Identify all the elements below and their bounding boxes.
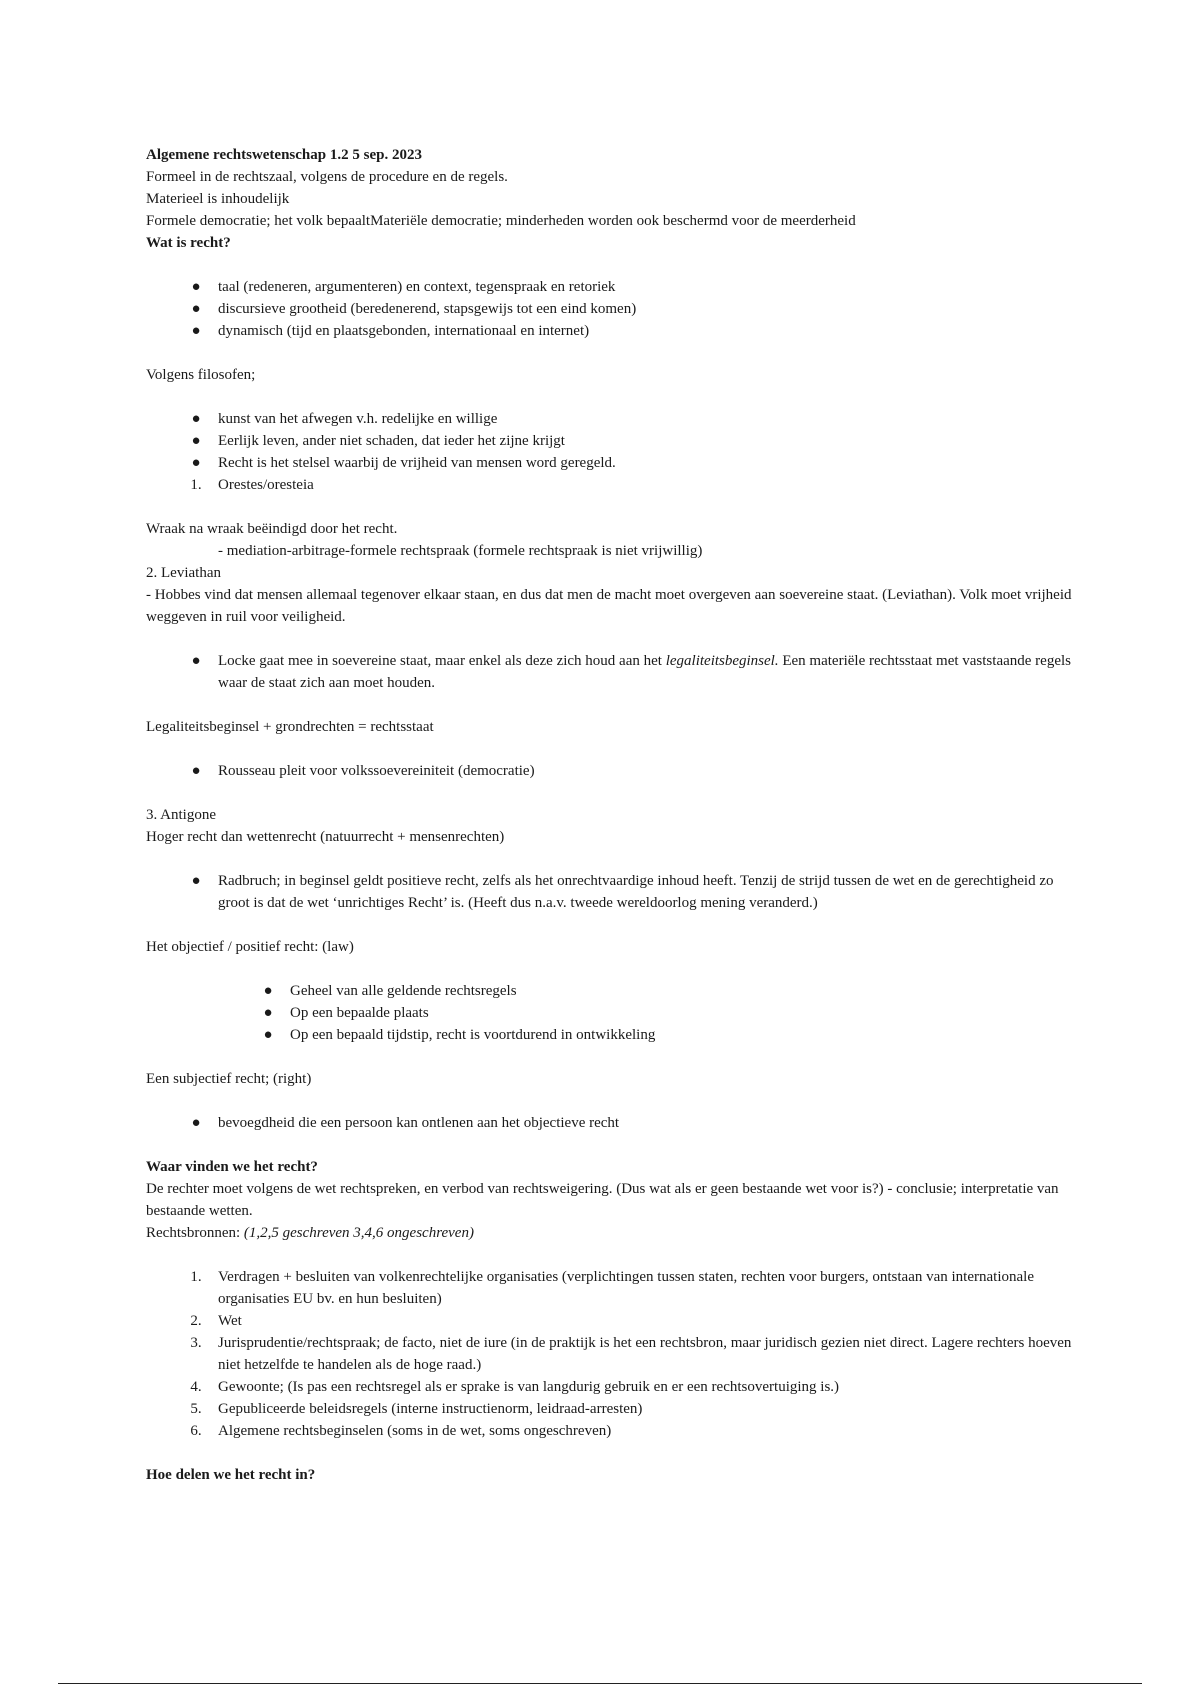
list-item: ● Op een bepaald tijdstip, recht is voortdurend in ontwikkeling — [146, 1024, 1076, 1046]
list-number: 1. — [190, 1269, 202, 1285]
list-item: ● Rousseau pleit voor volkssoevereiniteit (democratie) — [146, 760, 1076, 782]
bullet-icon: ● — [263, 983, 273, 999]
bullet-icon: ● — [191, 301, 201, 317]
section-heading-waar: Waar vinden we het recht? — [146, 1159, 318, 1175]
bullet-icon: ● — [191, 1115, 201, 1131]
list-item: ● discursieve grootheid (beredenerend, stapsgewijs tot een eind komen) — [146, 298, 1076, 320]
intro-line: Formeel in de rechtszaal, volgens de procedure en de regels. — [146, 169, 508, 185]
section-heading-hoe-delen: Hoe delen we het recht in? — [146, 1467, 316, 1483]
page-bottom-rule — [58, 1683, 1142, 1684]
numbered-item: 1. Orestes/oresteia — [146, 474, 1076, 496]
rousseau-list — [146, 760, 1076, 782]
list-item: ● Locke gaat mee in soevereine staat, maar enkel als deze zich houd aan het legaliteitsbeginsel. Een materiële rechtsstaat met vaststaande regels waar de staat zich aan moet houden. — [146, 650, 1076, 694]
wat-is-recht-list — [146, 276, 1076, 342]
rechtsbronnen-list — [146, 1266, 1076, 1442]
bullet-icon: ● — [191, 433, 201, 449]
antigone-text: Hoger recht dan wettenrecht (natuurrecht + mensenrechten) — [146, 829, 505, 845]
list-item: ● Eerlijk leven, ander niet schaden, dat ieder het zijne krijgt — [146, 430, 1076, 452]
subjectief-label: Een subjectief recht; (right) — [146, 1071, 312, 1087]
locke-list — [146, 650, 1076, 694]
numbered-item: 4. Gewoonte; (Is pas een rechtsregel als er sprake is van langdurig gebruik en er een rechtsovertuiging is.) — [146, 1376, 1076, 1398]
bullet-icon: ● — [263, 1005, 273, 1021]
subjectief-list — [146, 1112, 1076, 1134]
bullet-icon: ● — [263, 1027, 273, 1043]
intro-line: Materieel is inhoudelijk — [146, 191, 290, 207]
list-number: 3. — [190, 1335, 202, 1351]
bullet-icon: ● — [191, 279, 201, 295]
bullet-icon: ● — [191, 323, 201, 339]
numbered-item: 6. Algemene rechtsbeginselen (soms in de wet, soms ongeschreven) — [146, 1420, 1076, 1442]
objectief-list — [146, 980, 1076, 1046]
bullet-icon: ● — [191, 455, 201, 471]
numbered-item: 5. Gepubliceerde beleidsregels (interne instructienorm, leidraad-arresten) — [146, 1398, 1076, 1420]
filosofen-label: Volgens filosofen; — [146, 367, 256, 383]
bullet-icon: ● — [191, 411, 201, 427]
numbered-item: 3. Jurisprudentie/rechtspraak; de facto, niet de iure (in de praktijk is het een rechtsbron, maar juridisch gezien niet direct. Lagere rechters hoeven niet hetzelfde te handelen als de hoge raad.) — [146, 1332, 1076, 1376]
rechtsbronnen-note: (1,2,5 geschreven 3,4,6 ongeschreven) — [243, 1225, 474, 1241]
intro-line: Formele democratie; het volk bepaaltMateriële democratie; minderheden worden ook beschermd voor de meerderheid — [146, 213, 856, 229]
list-number: 1. — [190, 477, 202, 493]
list-item: ● bevoegdheid die een persoon kan ontlenen aan het objectieve recht — [146, 1112, 1076, 1134]
list-number: 4. — [190, 1379, 202, 1395]
rechtsbronnen-line: Rechtsbronnen: (1,2,5 geschreven 3,4,6 ongeschreven) — [146, 1225, 474, 1241]
legaliteitsbeginsel-term: legaliteitsbeginsel. — [665, 653, 779, 669]
section-heading-wat-is-recht: Wat is recht? — [146, 235, 231, 251]
leviathan-text: - Hobbes vind dat mensen allemaal tegenover elkaar staan, en dus dat men de macht moet overgeven aan soevereine staat. (Leviathan). Volk moet vrijheid weggeven in ruil voor veiligheid. — [146, 587, 1072, 625]
section-heading-antigone: 3. Antigone — [146, 807, 216, 823]
waar-text: De rechter moet volgens de wet rechtspreken, en verbod van rechtsweigering. (Dus wat als er geen bestaande wet voor is?) - conclusie; interpretatie van bestaande wetten. — [146, 1181, 1059, 1219]
wraak-line: Wraak na wraak beëindigd door het recht. — [146, 521, 398, 537]
document-title: Algemene rechtswetenschap 1.2 5 sep. 2023 — [146, 147, 422, 163]
wraak-indent: - mediation-arbitrage-formele rechtspraak (formele rechtspraak is niet vrijwillig) — [218, 543, 703, 559]
numbered-item: 1. Verdragen + besluiten van volkenrechtelijke organisaties (verplichtingen tussen staten, rechten voor burgers, ontstaan van internationale organisaties EU bv. en hun besluiten) — [146, 1266, 1076, 1310]
bullet-icon: ● — [191, 653, 201, 669]
list-item: ● Geheel van alle geldende rechtsregels — [146, 980, 1076, 1002]
rechtsstaat-formula: Legaliteitsbeginsel + grondrechten = rechtsstaat — [146, 719, 434, 735]
numbered-item: 2. Wet — [146, 1310, 1076, 1332]
section-heading-leviathan: 2. Leviathan — [146, 565, 221, 581]
list-item: ● Op een bepaalde plaats — [146, 1002, 1076, 1024]
objectief-label: Het objectief / positief recht: (law) — [146, 939, 354, 955]
list-item: ● taal (redeneren, argumenteren) en context, tegenspraak en retoriek — [146, 276, 1076, 298]
list-item: ● kunst van het afwegen v.h. redelijke en willige — [146, 408, 1076, 430]
list-item: ● Recht is het stelsel waarbij de vrijheid van mensen word geregeld. — [146, 452, 1076, 474]
document-body — [146, 144, 1076, 1486]
bullet-icon: ● — [191, 763, 201, 779]
bullet-icon: ● — [191, 873, 201, 889]
list-number: 2. — [190, 1313, 202, 1329]
radbruch-list — [146, 870, 1076, 914]
list-number: 6. — [190, 1423, 202, 1439]
list-item: ● dynamisch (tijd en plaatsgebonden, internationaal en internet) — [146, 320, 1076, 342]
filosofen-list — [146, 408, 1076, 496]
list-item: ● Radbruch; in beginsel geldt positieve recht, zelfs als het onrechtvaardige inhoud heeft. Tenzij de strijd tussen de wet en de gerechtigheid zo groot is dat de wet ‘unrichtiges Recht’ is. (Heeft dus n.a.v. tweede wereldoorlog mening veranderd.) — [146, 870, 1076, 914]
list-number: 5. — [190, 1401, 202, 1417]
